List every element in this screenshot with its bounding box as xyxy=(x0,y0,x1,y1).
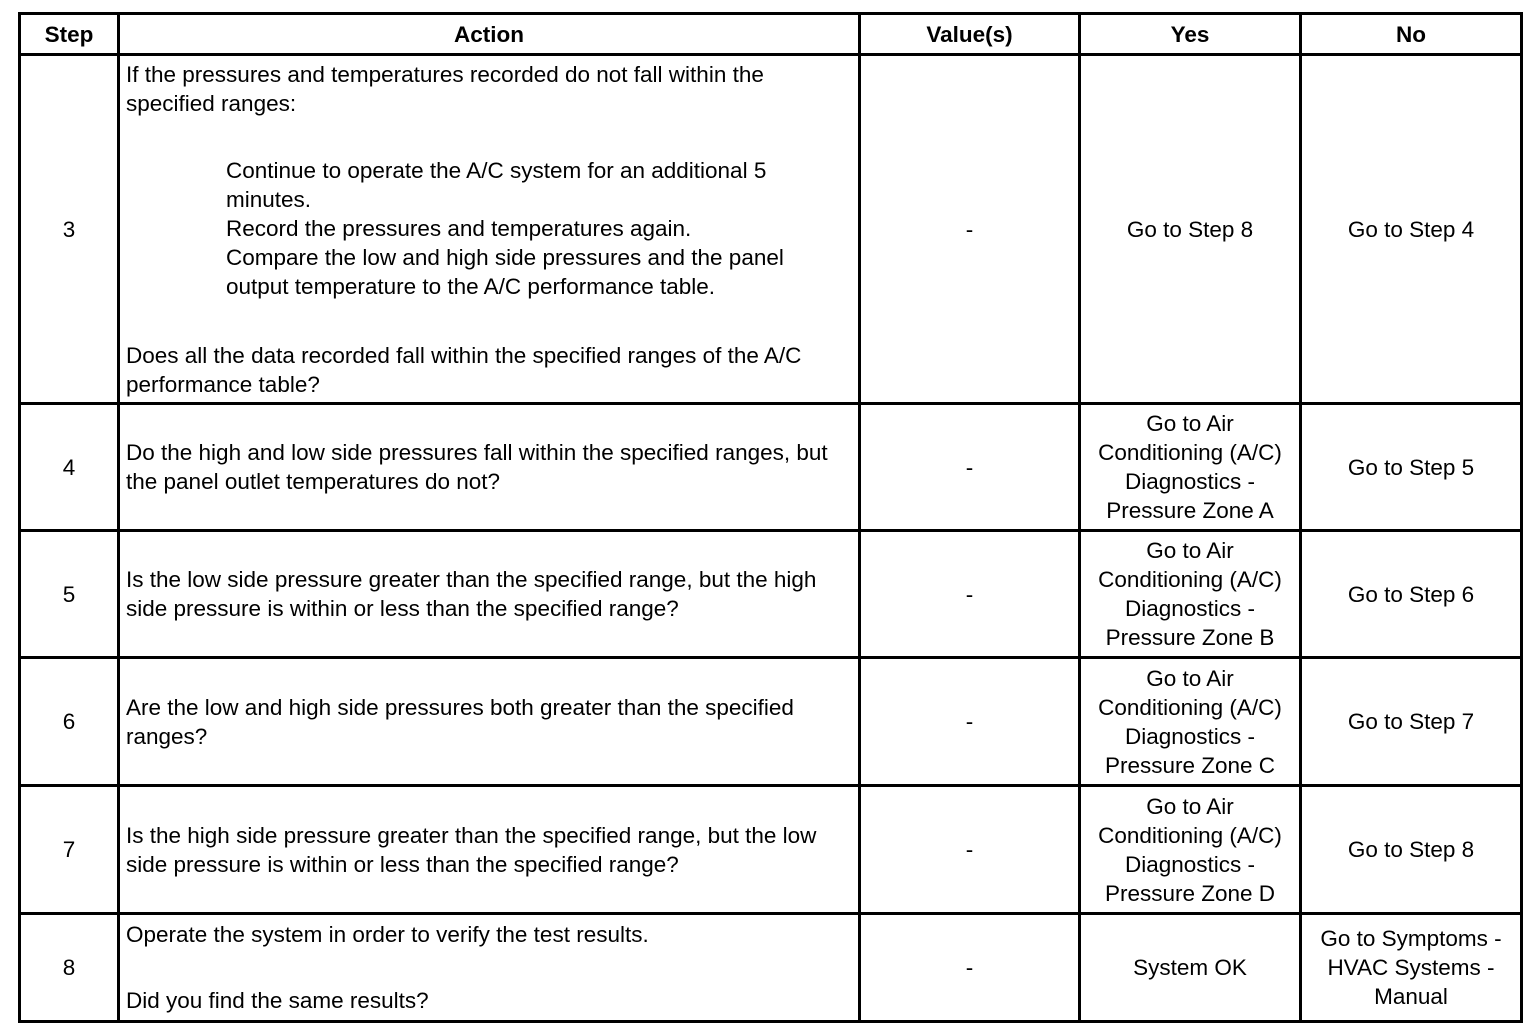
no-cell: Go to Step 5 xyxy=(1301,404,1522,531)
step-number: 4 xyxy=(20,404,119,531)
yes-cell: Go to Step 8 xyxy=(1080,55,1301,404)
value-cell: - xyxy=(860,658,1080,786)
table-row xyxy=(20,531,1522,658)
action-cell xyxy=(119,404,860,531)
action-sub-item: Record the pressures and temperatures again. xyxy=(226,215,692,241)
value-cell: - xyxy=(860,531,1080,658)
header-step: Step xyxy=(20,14,119,55)
yes-cell: Go to Air Conditioning (A/C) Diagnostics - Pressure Zone D xyxy=(1080,786,1301,914)
header-no: No xyxy=(1301,14,1522,55)
step-number: 8 xyxy=(20,914,119,1022)
action-sub-items xyxy=(126,156,852,301)
no-cell: Go to Step 4 xyxy=(1301,55,1522,404)
step-number: 5 xyxy=(20,531,119,658)
action-cell xyxy=(119,531,860,658)
action-question: Do the high and low side pressures fall within the specified ranges, but the panel outlet temperatures do not? xyxy=(126,440,828,494)
value-cell: - xyxy=(860,404,1080,531)
diagnostic-table xyxy=(18,12,1523,1023)
no-cell: Go to Step 8 xyxy=(1301,786,1522,914)
table-row xyxy=(20,404,1522,531)
table-row xyxy=(20,914,1522,1022)
action-cell xyxy=(119,914,860,1022)
action-question: Are the low and high side pressures both greater than the specified ranges? xyxy=(126,694,794,749)
table-row xyxy=(20,658,1522,786)
action-intro: If the pressures and temperatures recorded do not fall within the specified ranges: xyxy=(126,61,764,116)
action-question: Does all the data recorded fall within the specified ranges of the A/C performance table? xyxy=(126,342,802,397)
yes-cell: Go to Air Conditioning (A/C) Diagnostics - Pressure Zone C xyxy=(1080,658,1301,786)
action-intro: Operate the system in order to verify the test results. xyxy=(126,922,649,947)
action-question: Is the high side pressure greater than the specified range, but the low side pressure is within or less than the specified range? xyxy=(126,822,817,877)
yes-cell: Go to Air Conditioning (A/C) Diagnostics - Pressure Zone B xyxy=(1080,531,1301,658)
step-number: 3 xyxy=(20,55,119,404)
step-number: 6 xyxy=(20,658,119,786)
header-yes: Yes xyxy=(1080,14,1301,55)
no-cell: Go to Symptoms - HVAC Systems - Manual xyxy=(1301,914,1522,1022)
value-cell: - xyxy=(860,55,1080,404)
no-cell: Go to Step 7 xyxy=(1301,658,1522,786)
action-question: Did you find the same results? xyxy=(126,988,429,1013)
value-cell: - xyxy=(860,914,1080,1022)
yes-cell: System OK xyxy=(1080,914,1301,1022)
header-action: Action xyxy=(119,14,860,55)
yes-cell: Go to Air Conditioning (A/C) Diagnostics - Pressure Zone A xyxy=(1080,404,1301,531)
action-sub-item: Continue to operate the A/C system for an additional 5 minutes. xyxy=(226,157,767,212)
table-row xyxy=(20,786,1522,914)
value-cell: - xyxy=(860,786,1080,914)
action-cell xyxy=(119,786,860,914)
action-question: Is the low side pressure greater than the specified range, but the high side pressure is within or less than the specified range? xyxy=(126,567,817,621)
action-sub-item: Compare the low and high side pressures and the panel output temperature to the A/C performance table. xyxy=(226,244,784,299)
action-cell xyxy=(119,55,860,404)
header-row xyxy=(20,14,1522,55)
table-row xyxy=(20,55,1522,404)
no-cell: Go to Step 6 xyxy=(1301,531,1522,658)
header-values: Value(s) xyxy=(860,14,1080,55)
diagnostic-table-container xyxy=(18,12,1523,1023)
action-cell xyxy=(119,658,860,786)
step-number: 7 xyxy=(20,786,119,914)
